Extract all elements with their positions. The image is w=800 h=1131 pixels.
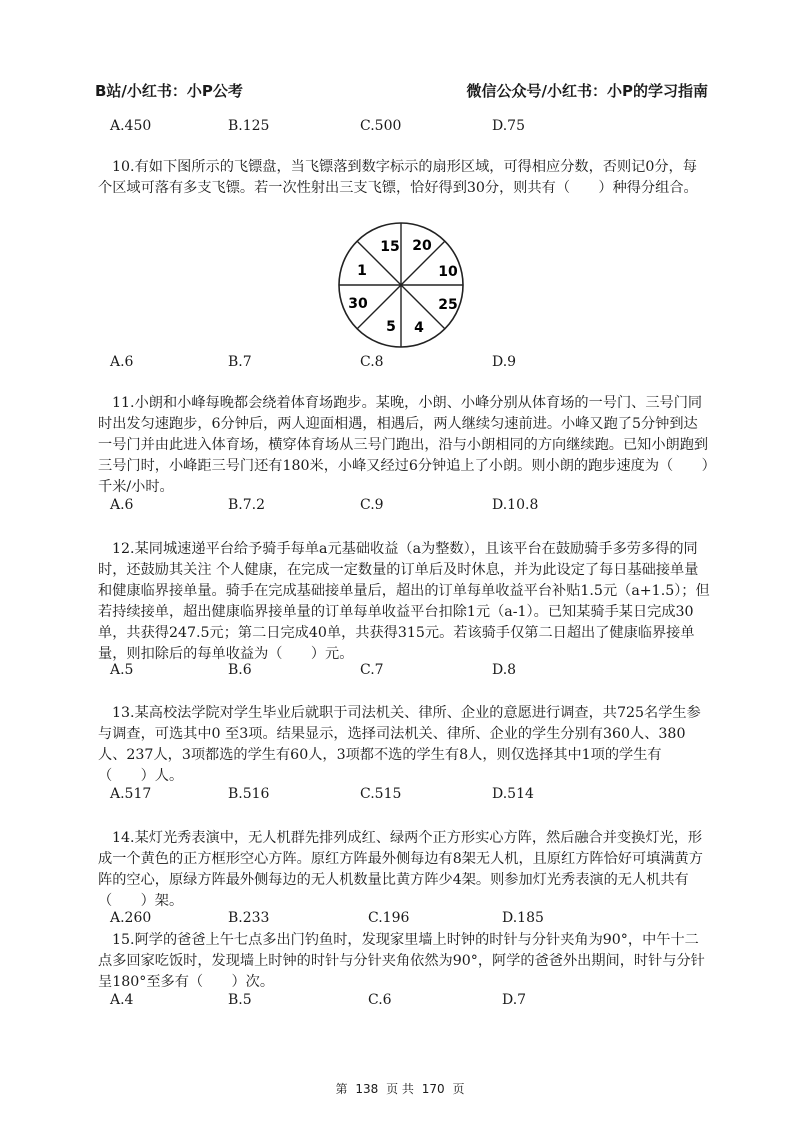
question-text: 14.某灯光秀表演中，无人机群先排列成红、绿两个正方形实心方阵，然后融合并变换灯光，形成一个黄色的正方框形空心方阵。原红方阵最外侧每边有8架无人机，且原红方阵恰好可填满黄方阵的空心，原绿方阵最外侧每边的无人机数量比黄方阵少4架。则参加灯光秀表演的无人机共有（ ）架。 — [98, 830, 703, 909]
question-11 — [98, 393, 710, 498]
question-13-options — [110, 786, 710, 806]
question-text: 12.某同城速递平台给予骑手每单a元基础收益（a为整数），且该平台在鼓励骑手多劳多得的同时，还鼓励其关注 个人健康，在完成一定数量的订单后及时休息，并为此设定了每日基础接单量和健康临界接单量。骑手在完成基础接单量后，超出的订单每单收益平台补贴1.5元（a+1.5）；但若持续接单，超出健康临界接单量的订单每单收益平台扣除1元（a-1）。已知某骑手某日完成30单，共获得247.5元；第二日完成40单，共获得315元。若该骑手仅第二日超出了健康临界接单量，则扣除后的每单收益为（ ）元。 — [98, 541, 710, 662]
question-14-options — [110, 910, 710, 930]
option-d: D.8 — [492, 662, 517, 678]
option-a: A.450 — [110, 118, 152, 134]
option-b: B.5 — [228, 992, 252, 1008]
page-footer — [0, 1080, 800, 1097]
footer-page-number: 138 — [355, 1082, 379, 1096]
option-d: D.9 — [492, 354, 517, 370]
sector-label: 20 — [412, 238, 432, 254]
question-14 — [98, 828, 710, 912]
sector-label: 15 — [380, 239, 400, 255]
question-text: 15.阿学的爸爸上午七点多出门钓鱼时，发现家里墙上时钟的时针与分针夹角为90°，中午十二点多回家吃饭时，发现墙上时钟的时针与分针夹角依然为90°，阿学的爸爸外出期间，时针与分针呈180°至多有（ ）次。 — [98, 932, 705, 990]
sector-label: 4 — [414, 320, 424, 336]
option-c: C.6 — [368, 992, 392, 1008]
header-left: B站/小红书：小P公考 — [95, 82, 243, 100]
option-a: A.517 — [110, 786, 152, 802]
option-b: B.516 — [228, 786, 270, 802]
question-13 — [98, 703, 710, 787]
option-b: B.7.2 — [228, 497, 266, 513]
question-15 — [98, 930, 710, 993]
dartboard-diagram — [336, 220, 466, 350]
option-d: D.185 — [502, 910, 544, 926]
question-12-options — [110, 662, 710, 682]
question-11-options — [110, 497, 710, 517]
sector-label: 25 — [438, 297, 458, 313]
option-d: D.75 — [492, 118, 525, 134]
question-text: 10.有如下图所示的飞镖盘，当飞镖落到数字标示的扇形区域，可得相应分数，否则记0分，每个区域可落有多支飞镖。若一次性射出三支飞镖，恰好得到30分，则共有（ ）种得分组合。 — [98, 159, 698, 196]
question-text: 11.小朗和小峰每晚都会绕着体育场跑步。某晚，小朗、小峰分别从体育场的一号门、三号门同时出发匀速跑步，6分钟后，两人迎面相遇，相遇后，两人继续匀速前进。小峰又跑了5分钟到达一号门并由此进入体育场，横穿体育场从三号门跑出，沿与小朗相同的方向继续跑。已知小朗跑到三号门时，小峰距三号门还有180米，小峰又经过6分钟追上了小朗。则小朗的跑步速度为（ ）千米/小时。 — [98, 395, 709, 495]
option-c: C.8 — [360, 354, 384, 370]
option-c: C.9 — [360, 497, 384, 513]
option-c: C.196 — [368, 910, 410, 926]
option-a: A.6 — [110, 497, 134, 513]
question-12 — [98, 539, 710, 665]
option-d: D.7 — [502, 992, 527, 1008]
sector-label: 30 — [348, 296, 368, 312]
option-b: B.233 — [228, 910, 270, 926]
header-right: 微信公众号/小红书：小P的学习指南 — [466, 82, 708, 100]
question-text: 13.某高校法学院对学生毕业后就职于司法机关、律所、企业的意愿进行调查，共725名学生参与调查，可选其中0 至3项。结果显示，选择司法机关、律所、企业的学生分别有360人、380人、237人，3项都选的学生有60人，3项都不选的学生有8人，则仅选择其中1项的学生有（ ）人。 — [98, 705, 701, 784]
question-10 — [98, 157, 710, 199]
option-a: A.4 — [110, 992, 134, 1008]
footer-suffix: 页 — [452, 1082, 465, 1096]
footer-prefix: 第 — [335, 1082, 348, 1096]
option-d: D.514 — [492, 786, 534, 802]
option-b: B.6 — [228, 662, 252, 678]
option-c: C.7 — [360, 662, 384, 678]
option-c: C.500 — [360, 118, 402, 134]
question-10-options — [110, 354, 710, 374]
question-15-options — [110, 992, 710, 1012]
footer-total-pages: 170 — [421, 1082, 445, 1096]
sector-label: 5 — [386, 319, 396, 335]
option-b: B.125 — [228, 118, 270, 134]
option-b: B.7 — [228, 354, 252, 370]
option-a: A.5 — [110, 662, 134, 678]
option-a: A.260 — [110, 910, 152, 926]
option-a: A.6 — [110, 354, 134, 370]
footer-middle: 页 共 — [386, 1082, 414, 1096]
sector-label: 1 — [357, 263, 367, 279]
option-c: C.515 — [360, 786, 402, 802]
option-d: D.10.8 — [492, 497, 539, 513]
sector-label: 10 — [438, 264, 458, 280]
prev-options — [110, 118, 710, 138]
